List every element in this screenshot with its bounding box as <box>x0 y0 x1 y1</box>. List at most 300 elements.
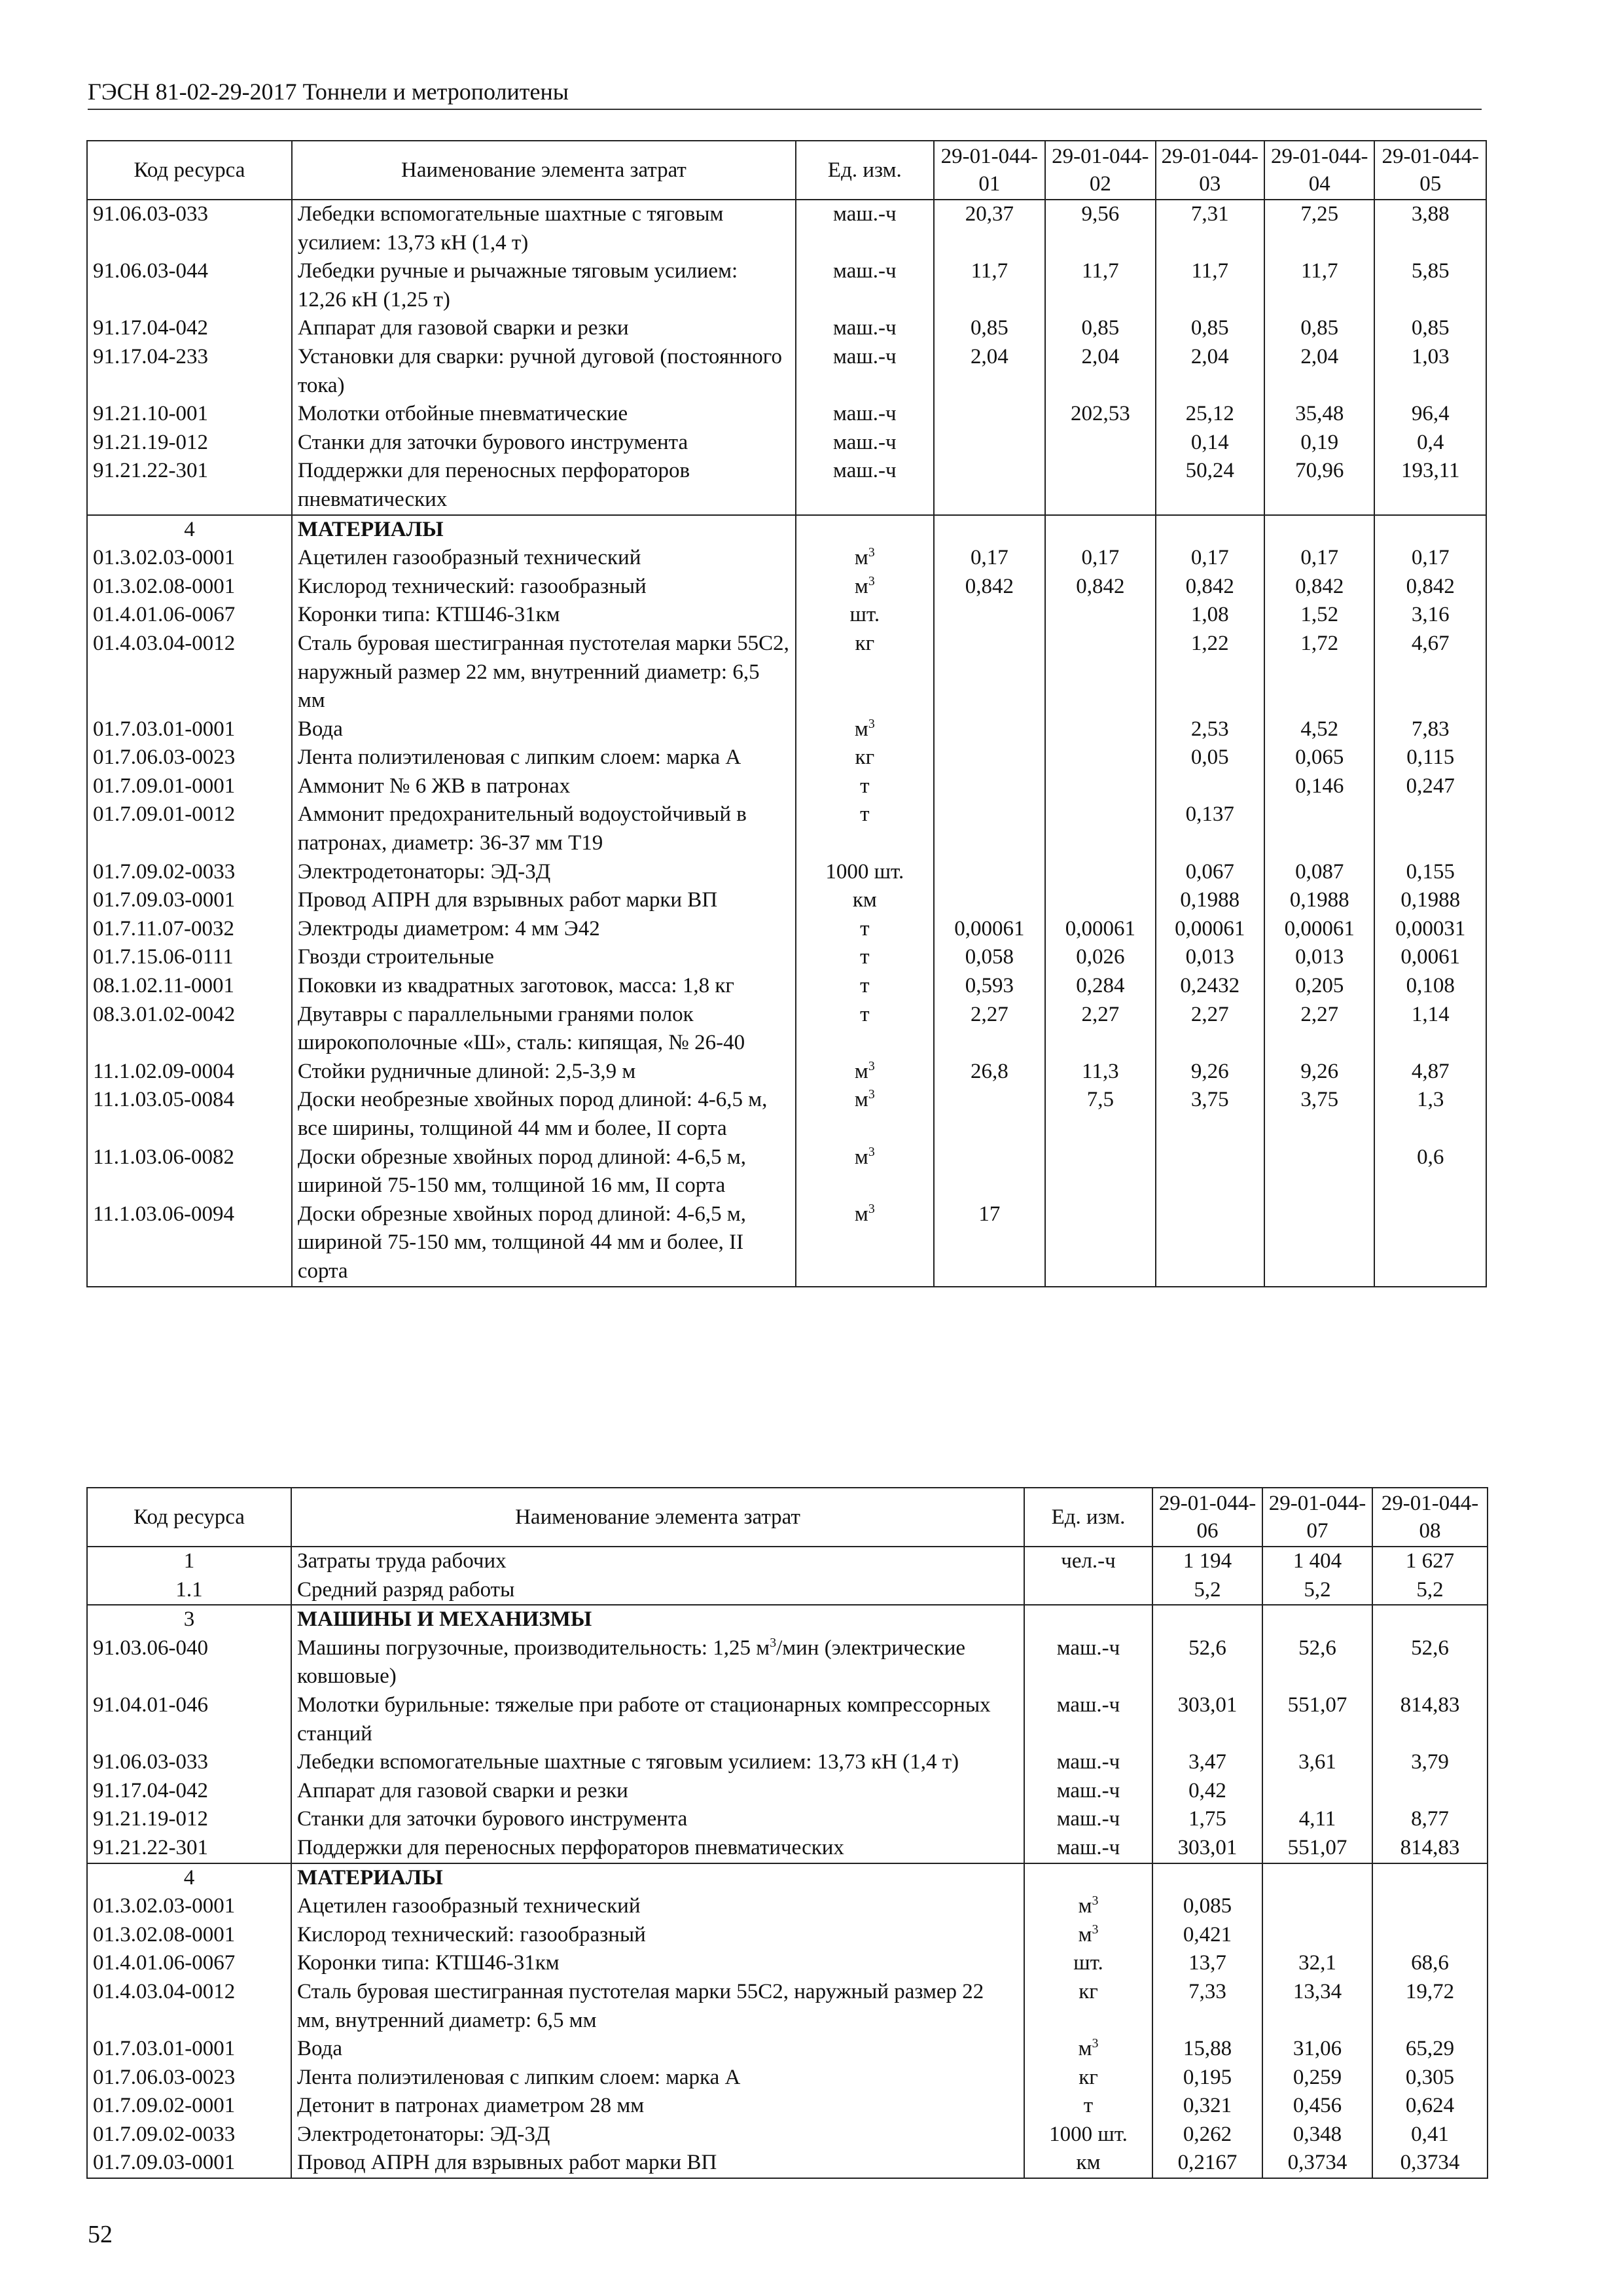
table-row <box>87 1748 1488 1777</box>
value-cell: 0,17 <box>1264 544 1374 573</box>
resource-name: Лебедки вспомогательные шахтные с тяговым усилием: 13,73 кН (1,4 т) <box>292 200 796 257</box>
value-cell: 0,17 <box>1045 544 1155 573</box>
table-row <box>87 343 1486 400</box>
resource-name: Лента полиэтиленовая с липким слоем: марка А <box>291 2064 1024 2092</box>
resource-name: Лента полиэтиленовая с липким слоем: марка А <box>292 744 796 772</box>
resource-code: 91.06.03-044 <box>87 257 292 314</box>
value-cell <box>1262 1605 1372 1634</box>
unit: маш.-ч <box>1024 1805 1152 1834</box>
table-row <box>87 972 1486 1001</box>
header-col: 29-01-044-08 <box>1372 1488 1488 1547</box>
value-cell: 5,2 <box>1152 1576 1262 1605</box>
table-row <box>87 1777 1488 1806</box>
value-cell: 68,6 <box>1372 1949 1488 1978</box>
section-row <box>87 1605 1488 1634</box>
value-cell: 0,85 <box>1264 314 1374 343</box>
value-cell: 0,00061 <box>1045 915 1155 944</box>
table-row <box>87 1634 1488 1691</box>
resource-name: Сталь буровая шестигранная пустотелая марки 55С2, наружный размер 22 мм, внутренний диаметр: 6,5 мм <box>291 1978 1024 2035</box>
value-cell: 7,25 <box>1264 200 1374 257</box>
resource-name: Гвозди строительные <box>292 943 796 972</box>
resource-name: Молотки бурильные: тяжелые при работе от стационарных компрессорных станций <box>291 1691 1024 1748</box>
resource-code: 01.7.09.01-0012 <box>87 800 292 857</box>
value-cell: 0,146 <box>1264 772 1374 801</box>
value-cell: 0,41 <box>1372 2121 1488 2149</box>
resource-code: 91.21.10-001 <box>87 400 292 429</box>
header-col: 29-01-044-05 <box>1374 141 1486 200</box>
value-cell: 303,01 <box>1152 1834 1262 1863</box>
value-cell: 11,7 <box>1045 257 1155 314</box>
value-cell: 0,842 <box>1045 573 1155 601</box>
value-cell: 1,3 <box>1374 1086 1486 1143</box>
value-cell <box>1262 1777 1372 1806</box>
value-cell: 9,56 <box>1045 200 1155 257</box>
unit: т <box>796 972 934 1001</box>
table-row <box>87 2121 1488 2149</box>
value-cell: 1,22 <box>1156 630 1264 715</box>
table-row <box>87 2092 1488 2121</box>
table-row <box>87 630 1486 715</box>
value-cell: 1 404 <box>1262 1547 1372 1576</box>
header-code: Код ресурса <box>87 141 292 200</box>
unit: $м^3$ <box>796 1200 934 1287</box>
resource-code: 08.1.02.11-0001 <box>87 972 292 1001</box>
resource-name: Поковки из квадратных заготовок, масса: 1,8 кг <box>292 972 796 1001</box>
value-cell <box>1045 429 1155 457</box>
value-cell: 52,6 <box>1262 1634 1372 1691</box>
resource-name: Аммонит предохранительный водоустойчивый в патронах, диаметр: 36-37 мм Т19 <box>292 800 796 857</box>
value-cell <box>934 886 1045 915</box>
table-row <box>87 1691 1488 1748</box>
value-cell <box>934 744 1045 772</box>
table-row <box>87 715 1486 744</box>
value-cell: 3,75 <box>1264 1086 1374 1143</box>
value-cell: 0,1988 <box>1156 886 1264 915</box>
value-cell: 0,137 <box>1156 800 1264 857</box>
resource-name: Затраты труда рабочих <box>291 1547 1024 1576</box>
value-cell <box>1372 1921 1488 1950</box>
header-col: 29-01-044-04 <box>1264 141 1374 200</box>
value-cell: 1,72 <box>1264 630 1374 715</box>
document-title: ГЭСН 81-02-29-2017 Тоннели и метрополитены <box>88 79 569 105</box>
value-cell <box>1045 800 1155 857</box>
value-cell: 2,27 <box>1264 1001 1374 1058</box>
table-row <box>87 1921 1488 1950</box>
value-cell: 70,96 <box>1264 457 1374 514</box>
value-cell <box>1045 744 1155 772</box>
value-cell: 0,17 <box>1374 544 1486 573</box>
value-cell: 5,85 <box>1374 257 1486 314</box>
unit: маш.-ч <box>796 257 934 314</box>
resource-code: 01.7.09.02-0033 <box>87 858 292 887</box>
resource-name: Детонит в патронах диаметром 28 мм <box>291 2092 1024 2121</box>
resource-code: 01.7.06.03-0023 <box>87 744 292 772</box>
value-cell: 0,14 <box>1156 429 1264 457</box>
unit: кг <box>796 744 934 772</box>
value-cell <box>1152 1863 1262 1893</box>
value-cell: 0,284 <box>1045 972 1155 1001</box>
value-cell <box>1262 1863 1372 1893</box>
value-cell: 0,17 <box>934 544 1045 573</box>
value-cell: 0,067 <box>1156 858 1264 887</box>
table-row <box>87 886 1486 915</box>
resource-name: Провод АПРН для взрывных работ марки ВП <box>291 2149 1024 2178</box>
value-cell: 193,11 <box>1374 457 1486 514</box>
resource-code: 01.7.09.01-0001 <box>87 772 292 801</box>
table-row <box>87 1547 1488 1576</box>
unit <box>796 515 934 545</box>
unit: т <box>796 943 934 972</box>
resource-code: 01.7.15.06-0111 <box>87 943 292 972</box>
value-cell: 0,058 <box>934 943 1045 972</box>
value-cell: 0,842 <box>1156 573 1264 601</box>
value-cell: 4,87 <box>1374 1058 1486 1086</box>
value-cell: 4,67 <box>1374 630 1486 715</box>
value-cell <box>1045 886 1155 915</box>
resource-code: 01.3.02.08-0001 <box>87 573 292 601</box>
value-cell <box>1156 515 1264 545</box>
table-row <box>87 1086 1486 1143</box>
value-cell: 17 <box>934 1200 1045 1287</box>
value-cell: 2,04 <box>1156 343 1264 400</box>
value-cell: 0,00061 <box>934 915 1045 944</box>
value-cell: 11,7 <box>934 257 1045 314</box>
unit: км <box>796 886 934 915</box>
header-name: Наименование элемента затрат <box>291 1488 1024 1547</box>
value-cell <box>934 1086 1045 1143</box>
value-cell <box>1045 601 1155 630</box>
resource-code: 91.06.03-033 <box>87 200 292 257</box>
value-cell <box>1374 515 1486 545</box>
value-cell <box>1264 515 1374 545</box>
table-row <box>87 314 1486 343</box>
unit: $м^3$ <box>796 544 934 573</box>
value-cell: 96,4 <box>1374 400 1486 429</box>
value-cell: 50,24 <box>1156 457 1264 514</box>
resource-code: 01.4.01.06-0067 <box>87 1949 291 1978</box>
value-cell: 32,1 <box>1262 1949 1372 1978</box>
value-cell <box>1045 715 1155 744</box>
resource-name: Молотки отбойные пневматические <box>292 400 796 429</box>
table-row <box>87 200 1486 257</box>
resource-name: Провод АПРН для взрывных работ марки ВП <box>292 886 796 915</box>
value-cell <box>934 772 1045 801</box>
value-cell <box>1152 1605 1262 1634</box>
table-row <box>87 573 1486 601</box>
value-cell: 0,85 <box>934 314 1045 343</box>
value-cell: 0,00061 <box>1156 915 1264 944</box>
value-cell: 0,085 <box>1152 1892 1262 1921</box>
resource-name: Электроды диаметром: 4 мм Э42 <box>292 915 796 944</box>
value-cell: 0,205 <box>1264 972 1374 1001</box>
value-cell: 0,05 <box>1156 744 1264 772</box>
value-cell: 4,11 <box>1262 1805 1372 1834</box>
value-cell <box>1045 457 1155 514</box>
table-row <box>87 1143 1486 1200</box>
value-cell: 2,04 <box>1045 343 1155 400</box>
resource-code: 01.4.03.04-0012 <box>87 1978 291 2035</box>
value-cell: 3,16 <box>1374 601 1486 630</box>
value-cell <box>934 515 1045 545</box>
unit: т <box>796 772 934 801</box>
unit: маш.-ч <box>1024 1748 1152 1777</box>
resource-name: Вода <box>292 715 796 744</box>
section-title: МАШИНЫ И МЕХАНИЗМЫ <box>291 1605 1024 1634</box>
value-cell: 0,17 <box>1156 544 1264 573</box>
resource-code: 01.7.03.01-0001 <box>87 2035 291 2064</box>
unit: кг <box>1024 1978 1152 2035</box>
header-col: 29-01-044-07 <box>1262 1488 1372 1547</box>
value-cell: 11,7 <box>1156 257 1264 314</box>
value-cell: 8,77 <box>1372 1805 1488 1834</box>
resource-table-2 <box>86 1487 1488 2179</box>
resource-code: 91.21.19-012 <box>87 429 292 457</box>
resource-code: 91.17.04-042 <box>87 1777 291 1806</box>
table-row <box>87 257 1486 314</box>
unit: чел.-ч <box>1024 1547 1152 1576</box>
value-cell: 0,624 <box>1372 2092 1488 2121</box>
value-cell: 4,52 <box>1264 715 1374 744</box>
value-cell: 5,2 <box>1372 1576 1488 1605</box>
value-cell <box>1264 1200 1374 1287</box>
value-cell: 2,27 <box>1045 1001 1155 1058</box>
table-row <box>87 772 1486 801</box>
value-cell: 13,7 <box>1152 1949 1262 1978</box>
resource-name: Кислород технический: газообразный <box>291 1921 1024 1950</box>
value-cell: 303,01 <box>1152 1691 1262 1748</box>
resource-code: 91.21.22-301 <box>87 457 292 514</box>
resource-name: Станки для заточки бурового инструмента <box>292 429 796 457</box>
resource-code: 91.21.19-012 <box>87 1805 291 1834</box>
value-cell <box>934 1143 1045 1200</box>
unit: маш.-ч <box>796 429 934 457</box>
value-cell: 0,262 <box>1152 2121 1262 2149</box>
resource-code: 01.7.09.03-0001 <box>87 2149 291 2178</box>
table-row <box>87 915 1486 944</box>
resource-code: 91.21.22-301 <box>87 1834 291 1863</box>
resource-name: Доски обрезные хвойных пород длиной: 4-6,5 м, шириной 75-150 мм, толщиной 44 мм и более, II сорта <box>292 1200 796 1287</box>
unit: $м^3$ <box>1024 1921 1152 1950</box>
unit: шт. <box>796 601 934 630</box>
value-cell: 0,842 <box>1264 573 1374 601</box>
value-cell: 1,52 <box>1264 601 1374 630</box>
table-header <box>87 141 1486 200</box>
value-cell: 0,0061 <box>1374 943 1486 972</box>
header-col: 29-01-044-06 <box>1152 1488 1262 1547</box>
section-row <box>87 1863 1488 1893</box>
unit: маш.-ч <box>1024 1777 1152 1806</box>
value-cell <box>934 601 1045 630</box>
resource-name: Лебедки ручные и рычажные тяговым усилием: 12,26 кН (1,25 т) <box>292 257 796 314</box>
value-cell <box>1045 858 1155 887</box>
resource-name: Станки для заточки бурового инструмента <box>291 1805 1024 1834</box>
value-cell <box>1372 1892 1488 1921</box>
value-cell: 20,37 <box>934 200 1045 257</box>
resource-code: 91.17.04-233 <box>87 343 292 400</box>
value-cell <box>934 429 1045 457</box>
resource-code: 01.7.06.03-0023 <box>87 2064 291 2092</box>
unit: $м^3$ <box>1024 2035 1152 2064</box>
header-code: Код ресурса <box>87 1488 291 1547</box>
unit <box>1024 1863 1152 1893</box>
unit: кг <box>1024 2064 1152 2092</box>
value-cell: 0,85 <box>1045 314 1155 343</box>
resource-code: 01.7.11.07-0032 <box>87 915 292 944</box>
resource-code: 01.7.09.02-0033 <box>87 2121 291 2149</box>
unit: $м^3$ <box>796 573 934 601</box>
table-row <box>87 1576 1488 1605</box>
value-cell: 0,348 <box>1262 2121 1372 2149</box>
value-cell: 7,31 <box>1156 200 1264 257</box>
unit: $м^3$ <box>796 1086 934 1143</box>
unit: $м^3$ <box>1024 1892 1152 1921</box>
value-cell <box>1374 1200 1486 1287</box>
value-cell: 0,115 <box>1374 744 1486 772</box>
unit: т <box>1024 2092 1152 2121</box>
table-row <box>87 2035 1488 2064</box>
resource-name: Аппарат для газовой сварки и резки <box>291 1777 1024 1806</box>
value-cell: 0,00031 <box>1374 915 1486 944</box>
value-cell <box>934 630 1045 715</box>
unit: маш.-ч <box>1024 1834 1152 1863</box>
table-row <box>87 1200 1486 1287</box>
value-cell <box>1264 800 1374 857</box>
value-cell: 0,421 <box>1152 1921 1262 1950</box>
table-row <box>87 457 1486 514</box>
resource-name: Кислород технический: газообразный <box>292 573 796 601</box>
unit: маш.-ч <box>796 343 934 400</box>
value-cell <box>934 800 1045 857</box>
resource-code: 91.03.06-040 <box>87 1634 291 1691</box>
value-cell: 0,3734 <box>1372 2149 1488 2178</box>
resource-code: 01.4.01.06-0067 <box>87 601 292 630</box>
value-cell: 9,26 <box>1264 1058 1374 1086</box>
value-cell: 0,305 <box>1372 2064 1488 2092</box>
value-cell <box>1045 515 1155 545</box>
value-cell: 0,087 <box>1264 858 1374 887</box>
value-cell: 814,83 <box>1372 1691 1488 1748</box>
header-unit: Ед. изм. <box>796 141 934 200</box>
value-cell: 25,12 <box>1156 400 1264 429</box>
value-cell: 3,47 <box>1152 1748 1262 1777</box>
header-unit: Ед. изм. <box>1024 1488 1152 1547</box>
page-number: 52 <box>88 2221 113 2248</box>
value-cell: 0,195 <box>1152 2064 1262 2092</box>
value-cell: 19,72 <box>1372 1978 1488 2035</box>
value-cell: 3,79 <box>1372 1748 1488 1777</box>
value-cell <box>1156 772 1264 801</box>
header-col: 29-01-044-01 <box>934 141 1045 200</box>
value-cell: 26,8 <box>934 1058 1045 1086</box>
value-cell: 551,07 <box>1262 1691 1372 1748</box>
value-cell: 1,08 <box>1156 601 1264 630</box>
resource-name: Доски обрезные хвойных пород длиной: 4-6,5 м, шириной 75-150 мм, толщиной 16 мм, II сорта <box>292 1143 796 1200</box>
value-cell: 814,83 <box>1372 1834 1488 1863</box>
value-cell <box>1045 630 1155 715</box>
resource-code: 11.1.03.06-0094 <box>87 1200 292 1287</box>
value-cell: 1,03 <box>1374 343 1486 400</box>
unit: маш.-ч <box>796 400 934 429</box>
unit: маш.-ч <box>796 314 934 343</box>
table-row <box>87 429 1486 457</box>
value-cell: 52,6 <box>1152 1634 1262 1691</box>
value-cell: 0,1988 <box>1264 886 1374 915</box>
value-cell: 7,83 <box>1374 715 1486 744</box>
resource-code: 01.3.02.03-0001 <box>87 1892 291 1921</box>
value-cell: 65,29 <box>1372 2035 1488 2064</box>
resource-code: 91.17.04-042 <box>87 314 292 343</box>
table-header <box>87 1488 1488 1547</box>
resource-name: Машины погрузочные, производительность: 1,25 $м^3$/мин (электрические ковшовые) <box>291 1634 1024 1691</box>
value-cell: 551,07 <box>1262 1834 1372 1863</box>
resource-name: Доски необрезные хвойных пород длиной: 4-6,5 м, все ширины, толщиной 44 мм и более, II сорта <box>292 1086 796 1143</box>
value-cell: 0,842 <box>1374 573 1486 601</box>
value-cell: 202,53 <box>1045 400 1155 429</box>
value-cell: 1,14 <box>1374 1001 1486 1058</box>
unit: маш.-ч <box>796 200 934 257</box>
unit: $м^3$ <box>796 1058 934 1086</box>
value-cell: 0,85 <box>1374 314 1486 343</box>
resource-name: Сталь буровая шестигранная пустотелая марки 55С2, наружный размер 22 мм, внутренний диаметр: 6,5 мм <box>292 630 796 715</box>
value-cell <box>1264 1143 1374 1200</box>
unit: $м^3$ <box>796 715 934 744</box>
value-cell <box>1045 1143 1155 1200</box>
value-cell: 0,00061 <box>1264 915 1374 944</box>
value-cell <box>1156 1200 1264 1287</box>
resource-code: 01.7.03.01-0001 <box>87 715 292 744</box>
resource-code: 11.1.02.09-0004 <box>87 1058 292 1086</box>
table-row <box>87 1892 1488 1921</box>
value-cell: 2,53 <box>1156 715 1264 744</box>
value-cell <box>934 715 1045 744</box>
resource-code: 4 <box>87 1863 291 1893</box>
value-cell: 13,34 <box>1262 1978 1372 2035</box>
value-cell <box>934 400 1045 429</box>
value-cell <box>1372 1605 1488 1634</box>
resource-code: 1 <box>87 1547 291 1576</box>
table-row <box>87 744 1486 772</box>
value-cell: 0,013 <box>1264 943 1374 972</box>
value-cell: 7,33 <box>1152 1978 1262 2035</box>
value-cell: 0,1988 <box>1374 886 1486 915</box>
value-cell: 1 627 <box>1372 1547 1488 1576</box>
unit: т <box>796 915 934 944</box>
value-cell: 2,04 <box>1264 343 1374 400</box>
resource-name: Поддержки для переносных перфораторов пневматических <box>292 457 796 514</box>
page-header <box>88 77 1482 110</box>
value-cell: 1 194 <box>1152 1547 1262 1576</box>
resource-name: Установки для сварки: ручной дуговой (постоянного тока) <box>292 343 796 400</box>
value-cell: 2,27 <box>934 1001 1045 1058</box>
unit <box>1024 1605 1152 1634</box>
unit: 1000 шт. <box>1024 2121 1152 2149</box>
resource-name: Электродетонаторы: ЭД-3Д <box>292 858 796 887</box>
value-cell: 3,75 <box>1156 1086 1264 1143</box>
resource-name: Вода <box>291 2035 1024 2064</box>
value-cell: 5,2 <box>1262 1576 1372 1605</box>
value-cell <box>934 858 1045 887</box>
table-row <box>87 2149 1488 2178</box>
value-cell <box>934 457 1045 514</box>
value-cell: 11,7 <box>1264 257 1374 314</box>
unit: т <box>796 800 934 857</box>
unit: т <box>796 1001 934 1058</box>
value-cell <box>1045 1200 1155 1287</box>
value-cell: 0,4 <box>1374 429 1486 457</box>
value-cell: 0,19 <box>1264 429 1374 457</box>
value-cell <box>1372 1863 1488 1893</box>
value-cell: 11,3 <box>1045 1058 1155 1086</box>
